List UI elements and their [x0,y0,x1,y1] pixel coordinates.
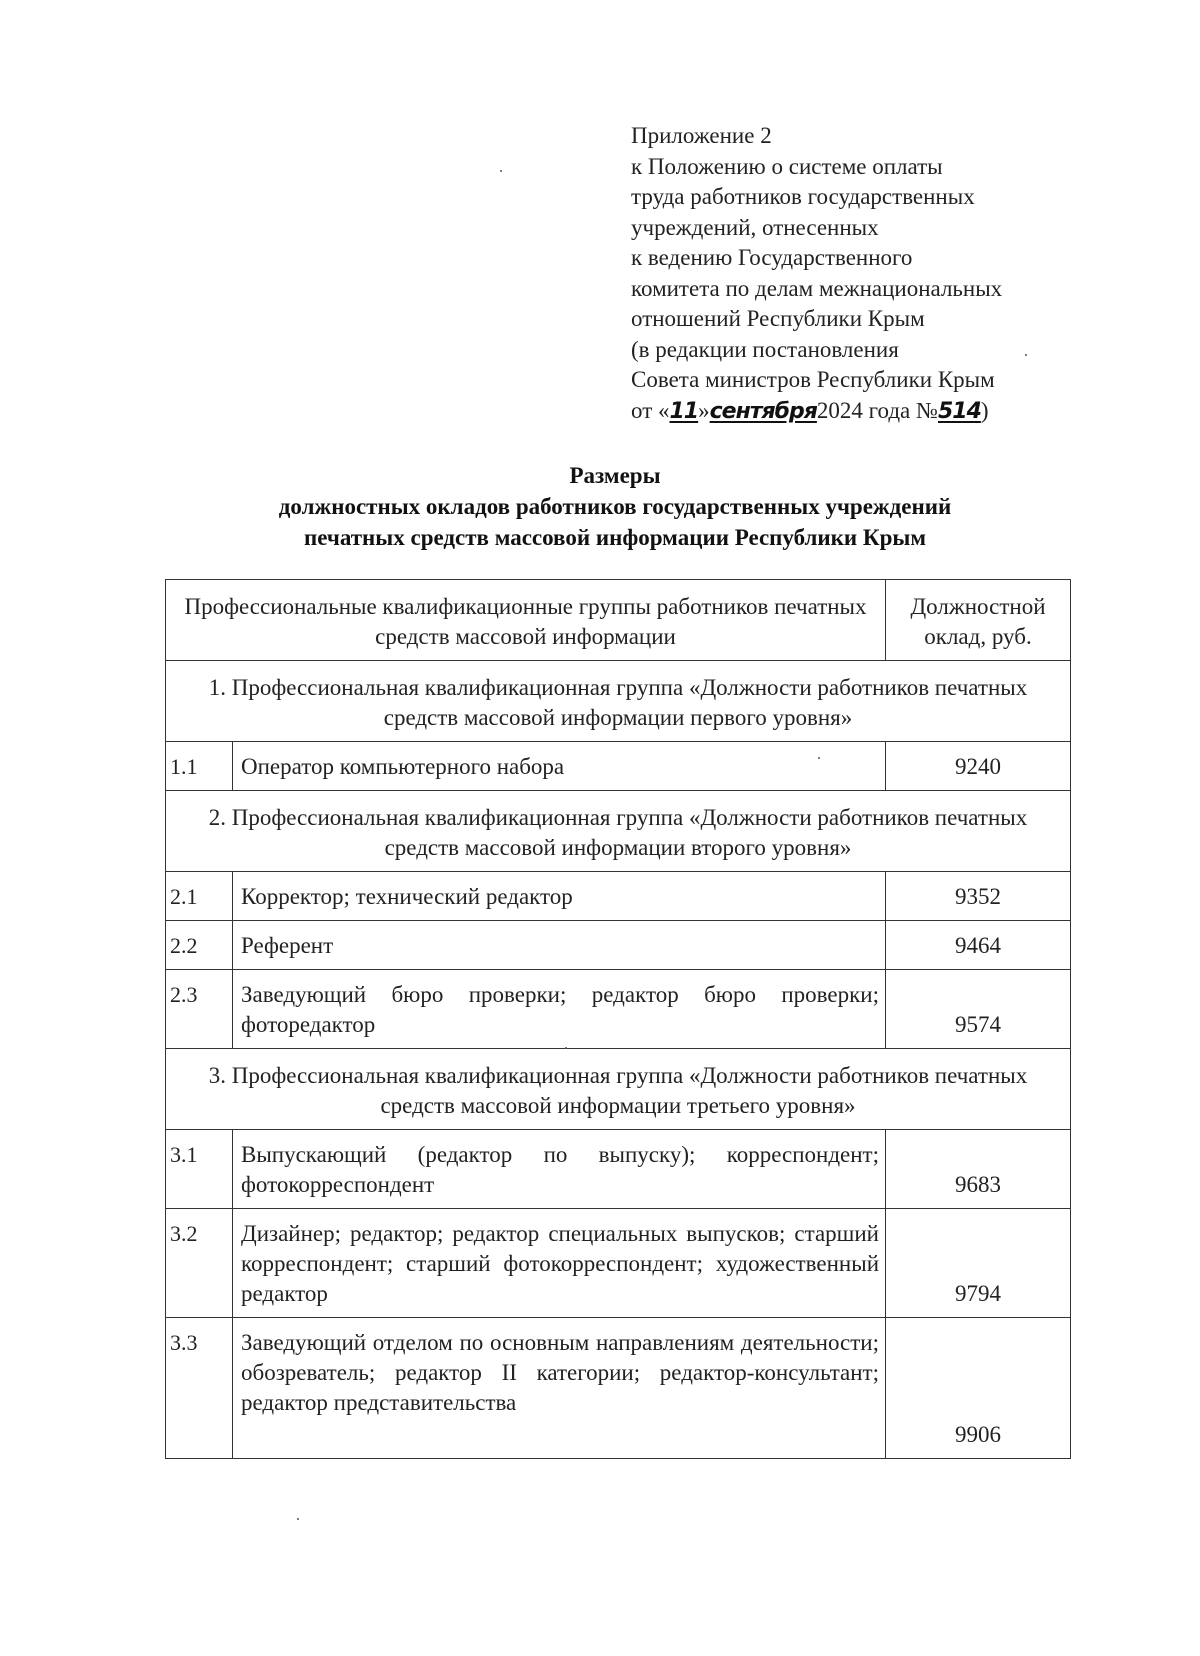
salary-value: 9464 [886,921,1071,970]
group-title: 3. Профессиональная квалификационная группа «Должности работников печатных средств массовой информации третьего уровня» [166,1049,1071,1130]
appendix-line: Приложение 2 [631,123,772,148]
salary-value: 9240 [886,742,1071,791]
title-line-1: Размеры [569,463,661,488]
table-header-row [166,580,1071,661]
salary-table [165,579,1071,1459]
group-row [166,661,1071,742]
scan-speck [818,757,820,759]
table-row [166,742,1071,791]
salary-value: 9574 [886,970,1071,1049]
date-year: 2024 года № [816,397,938,423]
appendix-block [631,121,1091,427]
table-row [166,921,1071,970]
table-row [166,1318,1071,1459]
position-name: Оператор компьютерного набора [233,742,886,791]
scan-speck [297,1518,299,1520]
group-title: 1. Профессиональная квалификационная группа «Должности работников печатных средств массовой информации первого уровня» [166,661,1071,742]
position-name: Заведующий бюро проверки; редактор бюро проверки; фоторедактор [233,970,886,1049]
row-number: 3.2 [166,1209,233,1318]
handwritten-day: 11 [669,398,699,424]
date-suffix: ) [980,397,989,423]
group-row [166,791,1071,872]
title-line-3: печатных средств массовой информации Республики Крым [303,525,927,550]
table-row [166,1130,1071,1209]
row-number: 3.1 [166,1130,233,1209]
group-title: 2. Профессиональная квалификационная группа «Должности работников печатных средств массовой информации второго уровня» [166,791,1071,872]
appendix-line: к Положению о системе оплаты [631,153,943,179]
date-prefix: от « [631,397,670,423]
scan-speck [565,1047,567,1049]
row-number: 2.3 [166,970,233,1049]
document-title [160,460,1070,553]
table-row [166,1209,1071,1318]
salary-value: 9906 [886,1318,1071,1459]
row-number: 2.2 [166,921,233,970]
row-number: 1.1 [166,742,233,791]
table-row [166,872,1071,921]
scan-speck [1025,354,1027,356]
position-name: Выпускающий (редактор по выпуску); корреспондент; фотокорреспондент [233,1130,886,1209]
group-row [166,1049,1071,1130]
appendix-line: труда работников государственных [631,184,975,209]
handwritten-month: сентября [709,398,817,424]
appendix-date-line [631,396,1091,428]
appendix-line: Совета министров Республики Крым [631,367,995,392]
appendix-line: комитета по делам межнациональных [631,275,1003,301]
position-name: Дизайнер; редактор; редактор специальных выпусков; старший корреспондент; старший фотокорреспондент; художественный редактор [233,1209,886,1318]
salary-value: 9352 [886,872,1071,921]
date-mid: » [698,397,710,423]
position-name: Корректор; технический редактор [233,872,886,921]
salary-value: 9794 [886,1209,1071,1318]
header-groups-cell: Профессиональные квалификационные группы работников печатных средств массовой информации [166,580,886,661]
handwritten-number: 514 [937,398,981,424]
position-name: Заведующий отделом по основным направлениям деятельности; обозреватель; редактор II категории; редактор-консультант; редактор представительства [233,1318,886,1459]
appendix-line: учреждений, отнесенных [631,214,879,240]
appendix-line: к ведению Государственного [631,245,913,270]
header-salary-cell: Должностной оклад, руб. [886,580,1071,661]
salary-value: 9683 [886,1130,1071,1209]
table-row [166,970,1071,1049]
row-number: 2.1 [166,872,233,921]
appendix-line: (в редакции постановления [631,336,899,362]
title-line-2: должностных окладов работников государственных учреждений [278,494,952,519]
row-number: 3.3 [166,1318,233,1459]
scan-speck [500,170,502,172]
position-name: Референт [233,921,886,970]
appendix-line: отношений Республики Крым [631,306,925,331]
